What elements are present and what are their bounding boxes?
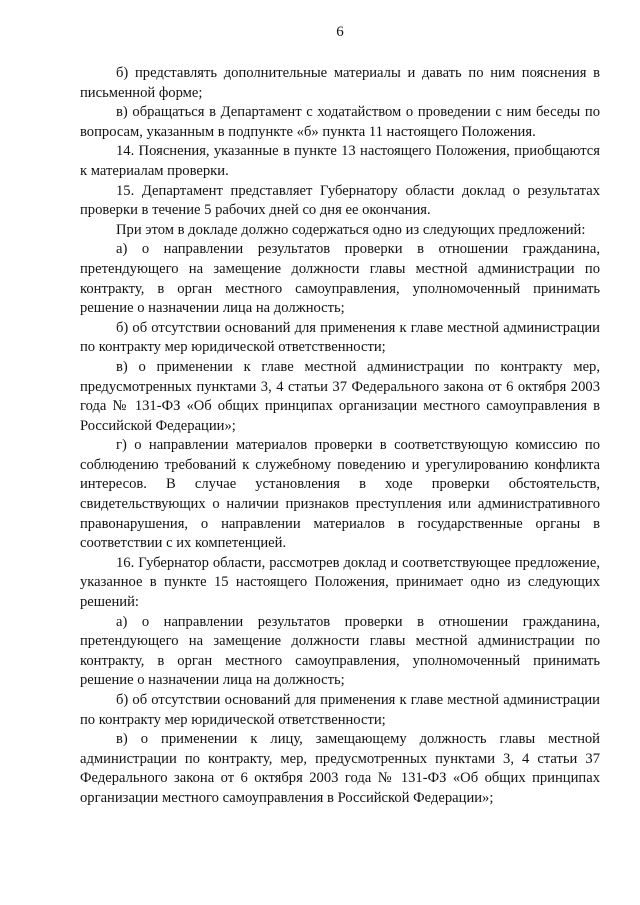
paragraph-15-v: в) о применении к главе местной администрации по контракту мер, предусмотренных пунктами 3, 4 статьи 37 Федерального закона от 6 октября 2003 года № 131-ФЗ «Об общих принципах организации местного самоуправления в Российской Федерации»; — [80, 358, 600, 434]
paragraph-16: 16. Губернатор области, рассмотрев доклад и соответствующее предложение, указанное в пункте 15 настоящего Положения, принимает одно из следующих решений: — [80, 554, 600, 611]
paragraph-16-b: б) об отсутствии оснований для применения к главе местной администрации по контракту мер юридической ответственности; — [80, 692, 600, 728]
paragraph-16-v: в) о применении к лицу, замещающему должность главы местной администрации по контракту, мер, предусмотренных пунктами 3, 4 статьи 37 Федерального закона от 6 октября 2003 года № 131-ФЗ «Об общих принципах организации местного самоуправления в Российской Федерации»; — [80, 731, 600, 806]
paragraph-16-a: а) о направлении результатов проверки в отношении гражданина, претендующего на замещение должности главы местной администрации по контракту, в орган местного самоуправления, уполномоченный принимать решение о назначении лица на должность; — [80, 613, 600, 689]
paragraph-15-a: а) о направлении результатов проверки в отношении гражданина, претендующего на замещение должности главы местной администрации по контракту, в орган местного самоуправления, уполномоченный принимать решение о назначении лица на должность; — [80, 241, 600, 317]
paragraph-15-intro: При этом в докладе должно содержаться одно из следующих предложений: — [116, 221, 586, 238]
document-page — [80, 22, 600, 809]
paragraph-14: 14. Пояснения, указанные в пункте 13 настоящего Положения, приобщаются к материалам проверки. — [80, 143, 600, 179]
paragraph-13-b: б) представлять дополнительные материалы и давать по ним пояснения в письменной форме; — [80, 65, 600, 101]
page-number: 6 — [336, 24, 344, 40]
paragraph-15-g: г) о направлении материалов проверки в соответствующую комиссию по соблюдению требований к служебному поведению и урегулированию конфликта интересов. В случае установления в ходе проверки обстоятельств, свидетельствующих о наличии признаков преступления или административного правонарушения, о направлении материалов в государственные органы в соответствии с их компетенцией. — [80, 437, 600, 552]
paragraph-15: 15. Департамент представляет Губернатору области доклад о результатах проверки в течение 5 рабочих дней со дня ее окончания. — [80, 182, 600, 219]
paragraph-13-v: в) обращаться в Департамент с ходатайством о проведении с ним беседы по вопросам, указанным в подпункте «б» пункта 11 настоящего Положения. — [80, 104, 600, 140]
paragraph-15-b: б) об отсутствии оснований для применения к главе местной администрации по контракту мер юридической ответственности; — [80, 319, 600, 356]
